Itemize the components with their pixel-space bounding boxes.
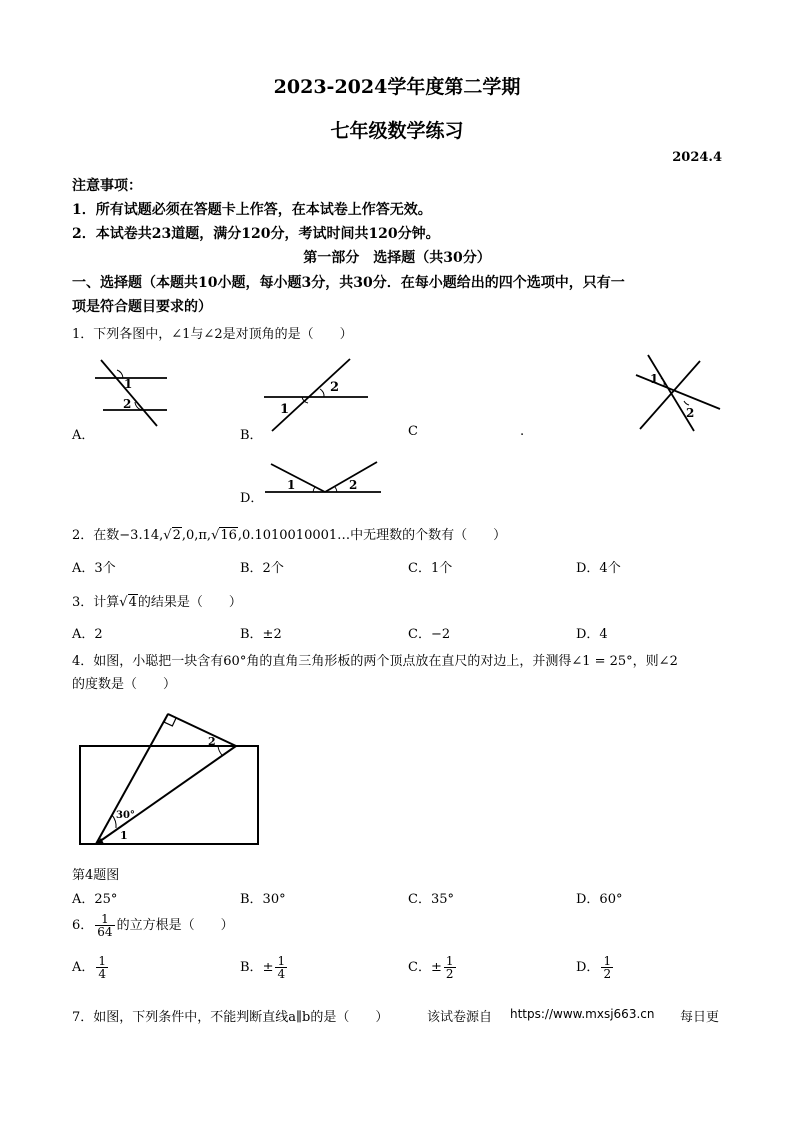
q6-frac-den: 64 bbox=[97, 925, 113, 939]
q1a-mark-2: 2 bbox=[123, 397, 132, 411]
q2-tail: ,0.1010010001…中无理数的个数有（ ） bbox=[237, 528, 507, 543]
q6-option-b-label: B． bbox=[240, 960, 263, 975]
q2-stem bbox=[72, 524, 506, 543]
q6-stem-post: 的立方根是（ ） bbox=[116, 918, 234, 933]
q2-sqrt16: √16 bbox=[211, 528, 237, 543]
q2-num1: −3.14 bbox=[119, 528, 160, 543]
q6-option-b-sign: ± bbox=[262, 960, 274, 975]
q3-stem-post: 的结果是（ ） bbox=[137, 595, 242, 610]
section-instructions-line1: 一、选择题（本题共10小题，每小题3分，共30分．在每小题给出的四个选项中，只有一 bbox=[72, 275, 625, 291]
q1-option-a-label: A． bbox=[72, 428, 95, 443]
watermark-text-1: 该试卷源自 bbox=[427, 1010, 493, 1025]
q2-sep: , bbox=[159, 528, 164, 543]
q4-option-a: A．25° bbox=[72, 892, 118, 907]
q3-sqrt4: √4 bbox=[119, 595, 137, 610]
q6-option-a-label: A． bbox=[72, 960, 95, 975]
q2-option-d: D．4个 bbox=[576, 561, 621, 576]
q2-sqrt2-radicand: 2 bbox=[172, 528, 181, 543]
q1-figure-c bbox=[634, 353, 724, 433]
q4-stem-line2: 的度数是（ ） bbox=[72, 677, 177, 692]
note-item-2: 2．本试卷共23道题，满分120分，考试时间共120分钟。 bbox=[72, 226, 440, 242]
q2-option-c: C．1个 bbox=[408, 561, 453, 576]
q3-option-a: A．2 bbox=[72, 627, 103, 642]
q3-option-d: D．4 bbox=[576, 627, 608, 642]
q1b-mark-2: 2 bbox=[330, 380, 340, 395]
watermark-text-2: 每日更 bbox=[680, 1010, 720, 1025]
q1c-mark-1: 1 bbox=[650, 372, 659, 386]
exam-subtitle: 七年级数学练习 bbox=[330, 120, 464, 142]
q6-option-b-den: 4 bbox=[277, 967, 286, 981]
q6-option-c bbox=[408, 955, 458, 980]
q6-option-d-frac bbox=[601, 955, 613, 980]
q6-option-a bbox=[72, 955, 110, 980]
q6-option-a-num: 1 bbox=[98, 954, 107, 968]
q1a-mark-1: 1 bbox=[124, 377, 133, 391]
q1-figure-a bbox=[95, 358, 175, 428]
q3-stem bbox=[72, 591, 242, 610]
q6-option-d-den: 2 bbox=[603, 967, 612, 981]
notes-heading: 注意事项： bbox=[72, 178, 142, 194]
q6-fraction bbox=[95, 913, 114, 938]
q1c-mark-2: 2 bbox=[686, 406, 695, 420]
part1-heading: 第一部分 选择题（共30分） bbox=[303, 250, 491, 266]
q7-stem: 7．如图，下列条件中，不能判断直线a∥b的是（ ） bbox=[72, 1010, 389, 1025]
q1b-mark-1: 1 bbox=[280, 402, 290, 417]
q6-option-d bbox=[576, 955, 615, 980]
q1d-mark-1: 1 bbox=[287, 478, 296, 492]
q3-stem-pre: 3．计算 bbox=[72, 595, 120, 610]
q1-figure-d bbox=[265, 458, 385, 498]
q6-option-b-num: 1 bbox=[277, 954, 286, 968]
q4-mark-30: 30° bbox=[116, 810, 135, 821]
q6-option-c-frac bbox=[444, 955, 456, 980]
q6-option-c-den: 2 bbox=[445, 967, 454, 981]
q6-option-a-den: 4 bbox=[98, 967, 107, 981]
q2-option-a: A．3个 bbox=[72, 561, 116, 576]
q6-option-c-sign: ± bbox=[430, 960, 442, 975]
q6-option-a-frac bbox=[96, 955, 108, 980]
q4-option-b: B．30° bbox=[240, 892, 286, 907]
q6-option-b bbox=[240, 955, 289, 980]
q4-figure-caption: 第4题图 bbox=[72, 868, 120, 883]
watermark-url: https://www.mxsj663.cn bbox=[510, 1007, 655, 1021]
q3-option-c: C．−2 bbox=[408, 627, 451, 642]
exam-date: 2024.4 bbox=[672, 150, 722, 165]
q3-option-b: B．±2 bbox=[240, 627, 282, 642]
q2-sqrt2: √2 bbox=[163, 528, 181, 543]
q1-option-b-label: B． bbox=[240, 428, 263, 443]
q2-sqrt16-radicand: 16 bbox=[220, 528, 237, 543]
q4-figure bbox=[72, 700, 262, 848]
q6-option-c-num: 1 bbox=[445, 954, 454, 968]
q6-option-b-frac bbox=[275, 955, 287, 980]
q1-option-c-dot: . bbox=[520, 424, 525, 439]
q1-figure-b bbox=[262, 355, 372, 435]
section-instructions-line2: 项是符合题目要求的） bbox=[72, 299, 212, 315]
q4-option-c: C．35° bbox=[408, 892, 454, 907]
q6-stem bbox=[72, 913, 234, 938]
note-item-1: 1．所有试题必须在答题卡上作答，在本试卷上作答无效。 bbox=[72, 202, 432, 218]
q1-option-d-label: D． bbox=[240, 491, 264, 506]
q6-option-d-label: D． bbox=[576, 960, 600, 975]
q4-mark-2: 2 bbox=[208, 735, 216, 748]
q2-option-b: B．2个 bbox=[240, 561, 284, 576]
q2-mid: ,0,π, bbox=[181, 528, 212, 543]
q6-option-c-label: C． bbox=[408, 960, 431, 975]
q1-stem: 1．下列各图中，∠1与∠2是对顶角的是（ ） bbox=[72, 327, 353, 342]
q4-stem-line1: 4．如图，小聪把一块含有60°角的直角三角形板的两个顶点放在直尺的对边上，并测得∠1 = 25°，则∠2 bbox=[72, 654, 678, 669]
q6-frac-num: 1 bbox=[95, 913, 114, 926]
q4-option-d: D．60° bbox=[576, 892, 623, 907]
q6-num: 6． bbox=[72, 918, 94, 933]
exam-title: 2023-2024学年度第二学期 bbox=[273, 76, 521, 98]
q1d-mark-2: 2 bbox=[349, 478, 358, 492]
q6-option-d-num: 1 bbox=[603, 954, 612, 968]
q2-stem-pre: 2．在数 bbox=[72, 528, 120, 543]
q4-mark-1: 1 bbox=[120, 829, 128, 842]
q1-option-c-label: C bbox=[408, 424, 418, 439]
q3-sqrt4-radicand: 4 bbox=[128, 595, 137, 610]
